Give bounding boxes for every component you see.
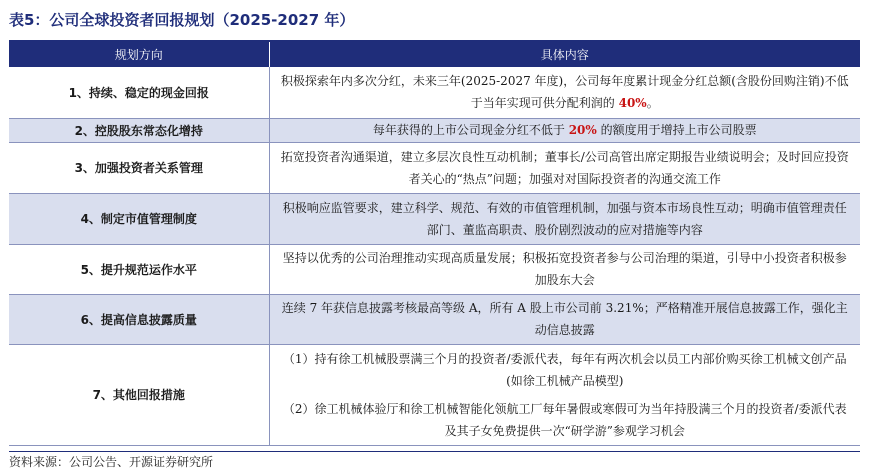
table-row: [9, 118, 860, 142]
row-content: [269, 193, 860, 244]
content-paragraph: （2）徐工机械体验厅和徐工机械智能化领航工厂每年暑假或寒假可为当年持股满三个月的投资者/委派代表及其子女免费提供一次“研学游”参观学习机会: [282, 401, 847, 438]
table-row: [9, 244, 860, 294]
content-text: 的额度用于增持上市公司股票: [596, 123, 757, 137]
table-row: [9, 294, 860, 344]
row-direction: 4、制定市值管理制度: [9, 193, 269, 244]
content-paragraph: （1）持有徐工机械股票满三个月的投资者/委派代表，每年有两次机会以员工内部价购买徐工机械文创产品(如徐工机械产品模型): [282, 351, 847, 388]
row-direction: 6、提高信息披露质量: [9, 294, 269, 344]
content-text: 拓宽投资者沟通渠道，建立多层次良性互动机制；董事长/公司高管出席定期报告业绩说明会；及时回应投资者关心的“热点”问题；加强对对国际投资者的沟通交流工作: [280, 149, 849, 186]
header-content: 具体内容: [269, 42, 860, 67]
row-content: [269, 244, 860, 294]
row-direction: 3、加强投资者关系管理: [9, 142, 269, 193]
table-bottom-rule: [9, 451, 860, 452]
row-content: [269, 294, 860, 344]
table-header-row: [9, 42, 860, 67]
highlight-value: 40%: [618, 96, 647, 111]
table-title: 表5：公司全球投资者回报规划（2025-2027 年）: [9, 11, 355, 29]
source-note: 资料来源：公司公告、开源证券研究所: [9, 455, 214, 469]
content-text: 积极响应监管要求，建立科学、规范、有效的市值管理机制，加强与资本市场良性互动；明确市值管理责任部门、董监高职责、股价剧烈波动的应对措施等内容: [282, 200, 847, 237]
header-direction: 规划方向: [9, 42, 269, 67]
row-content: [269, 118, 860, 142]
row-content: [269, 142, 860, 193]
content-text: 积极探索年内多次分红，未来三年(2025-2027 年度)，公司每年度累计现金分红总额(含股份回购注销)不低于当年实现可供分配利润的: [280, 74, 849, 111]
table-row: [9, 67, 860, 118]
table-row: [9, 142, 860, 193]
content-text: 连续 7 年获信息披露考核最高等级 A，所有 A 股上市公司前 3.21%；严格精准开展信息披露工作，强化主动信息披露: [281, 301, 848, 337]
content-text: 每年获得的上市公司现金分红不低于: [372, 123, 569, 137]
return-plan-table: [9, 42, 860, 446]
content-text: 。: [646, 96, 659, 111]
row-direction: 7、其他回报措施: [9, 344, 269, 445]
content-text: 坚持以优秀的公司治理推动实现高质量发展；积极拓宽投资者参与公司治理的渠道，引导中小投资者积极参加股东大会: [282, 251, 847, 287]
row-content: [269, 344, 860, 445]
table-row: [9, 193, 860, 244]
row-direction: 1、持续、稳定的现金回报: [9, 67, 269, 118]
highlight-value: 20%: [568, 123, 597, 137]
row-content: [269, 67, 860, 118]
table-row: [9, 344, 860, 445]
row-direction: 5、提升规范运作水平: [9, 244, 269, 294]
row-direction: 2、控股股东常态化增持: [9, 118, 269, 142]
